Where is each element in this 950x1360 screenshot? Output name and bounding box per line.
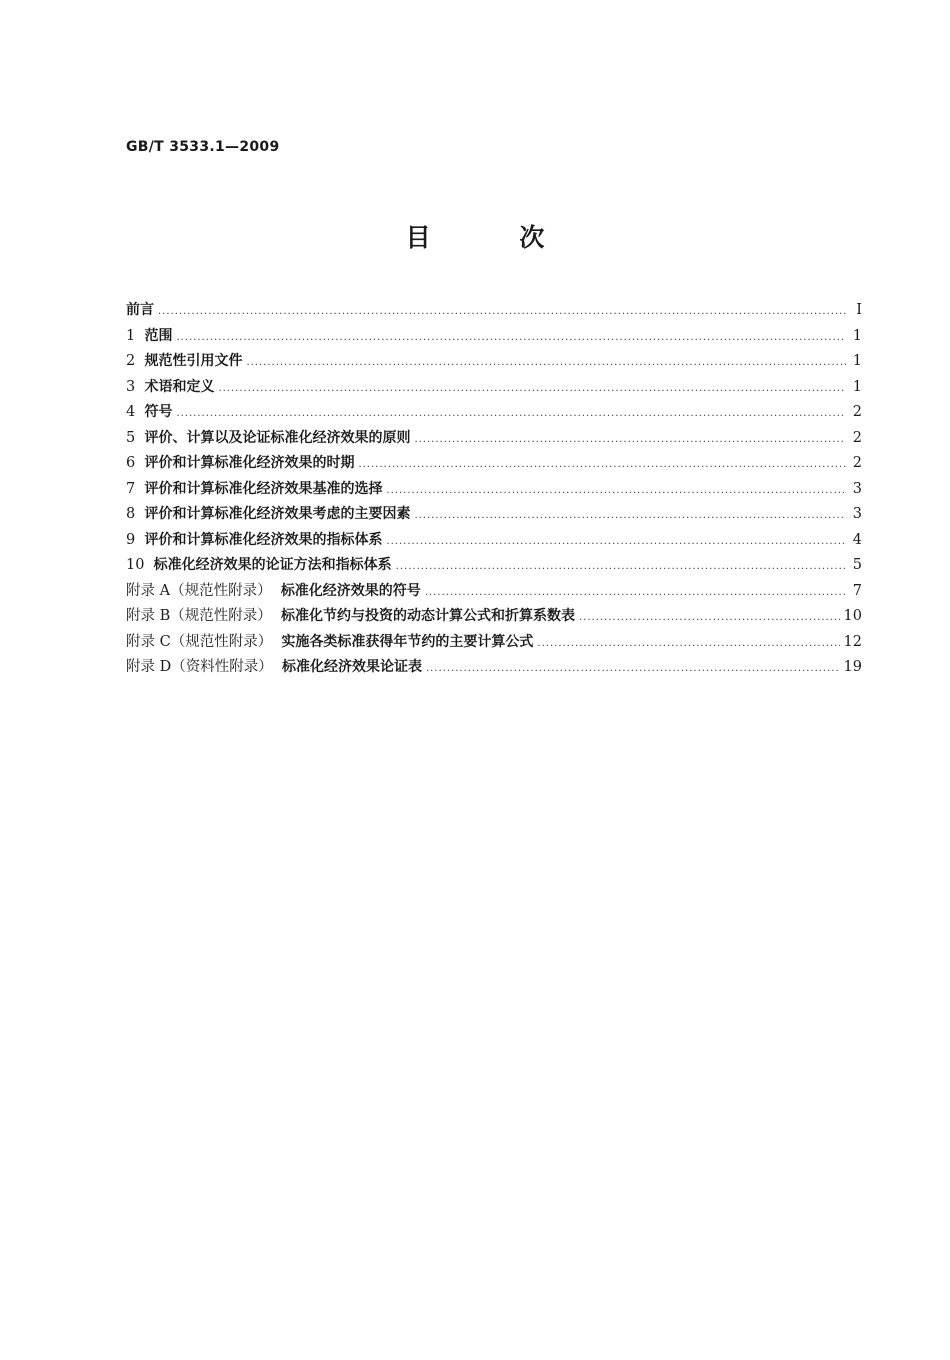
toc-entry[interactable] (126, 553, 862, 579)
toc-entry-label: 范围 (144, 327, 173, 344)
toc-entry-label: 评价和计算标准化经济效果考虑的主要因素 (144, 506, 411, 522)
toc-entry[interactable] (126, 604, 862, 630)
dot-leader (218, 376, 846, 402)
dot-leader (246, 350, 846, 376)
toc-entry-label: 评价和计算标准化经济效果的指标体系 (144, 531, 383, 548)
toc-entry-page: 12 (843, 633, 862, 650)
dot-leader (176, 325, 846, 351)
toc-entry[interactable] (126, 655, 862, 681)
toc-entry-number: 5 (126, 429, 145, 446)
toc-entry-page: 5 (852, 557, 862, 573)
toc-entry-label: 实施各类标准获得年节约的主要计算公式 (281, 633, 534, 650)
toc-entry[interactable] (126, 375, 862, 401)
toc-entry[interactable] (126, 630, 862, 656)
toc-entry-number: 7 (126, 480, 145, 497)
toc-entry-page: 2 (852, 455, 862, 471)
dot-leader (176, 401, 846, 427)
toc-entry[interactable] (126, 579, 862, 605)
toc-entry[interactable] (126, 324, 862, 350)
toc-entry-number: 附录 C（规范性附录） (126, 633, 282, 650)
toc-entry-number: 附录 B（规范性附录） (126, 608, 281, 624)
toc-entry-page: 3 (852, 480, 862, 497)
toc-entry-number: 2 (126, 353, 145, 369)
toc-entry-label: 符号 (144, 404, 173, 420)
table-of-contents (126, 298, 862, 681)
toc-entry-page: 1 (852, 327, 862, 344)
toc-entry-page: 7 (852, 582, 862, 599)
toc-entry-number: 9 (126, 531, 145, 548)
toc-entry-number: 10 (126, 557, 154, 573)
toc-entry-page: 1 (852, 378, 862, 395)
toc-entry-page: 10 (843, 608, 862, 624)
toc-entry-number: 4 (126, 404, 145, 420)
toc-entry-label: 标准化经济效果论证表 (281, 659, 422, 675)
toc-entry-page: 2 (852, 404, 862, 420)
standard-code: GB/T 3533.1—2009 (126, 139, 280, 155)
dot-leader (396, 554, 846, 580)
toc-entry-page: 4 (852, 531, 862, 548)
toc-entry-label: 规范性引用文件 (144, 353, 243, 369)
toc-entry-number: 附录 D（资料性附录） (126, 659, 282, 675)
toc-entry-number: 附录 A（规范性附录） (126, 582, 281, 599)
toc-entry[interactable] (126, 298, 862, 324)
toc-entry[interactable] (126, 349, 862, 375)
toc-entry[interactable] (126, 451, 862, 477)
toc-entry[interactable] (126, 528, 862, 554)
toc-entry-page: Ⅰ (856, 302, 862, 318)
dot-leader (426, 656, 840, 682)
toc-entry-label: 标准化经济效果的符号 (280, 582, 421, 599)
toc-entry[interactable] (126, 426, 862, 452)
toc-entry-page: 1 (852, 353, 862, 369)
toc-entry[interactable] (126, 400, 862, 426)
toc-title: 目 次 (405, 223, 585, 252)
toc-entry-label: 标准化经济效果的论证方法和指标体系 (153, 557, 392, 573)
dot-leader (386, 478, 846, 504)
dot-leader (537, 631, 839, 657)
dot-leader (414, 503, 846, 529)
toc-entry-number: 1 (126, 327, 145, 344)
dot-leader (386, 529, 846, 555)
toc-entry-page: 2 (852, 429, 862, 446)
toc-entry[interactable] (126, 502, 862, 528)
toc-entry-label: 评价和计算标准化经济效果的时期 (144, 455, 355, 471)
dot-leader (579, 605, 840, 631)
toc-entry-label: 评价、计算以及论证标准化经济效果的原则 (144, 429, 411, 446)
toc-entry-label: 评价和计算标准化经济效果基准的选择 (144, 480, 383, 497)
toc-entry[interactable] (126, 477, 862, 503)
dot-leader (414, 427, 846, 453)
dot-leader (358, 452, 846, 478)
toc-entry-number: 8 (126, 506, 145, 522)
toc-entry-label: 前言 (126, 302, 154, 318)
toc-entry-page: 3 (852, 506, 862, 522)
dot-leader (158, 299, 846, 325)
toc-entry-number: 3 (126, 378, 145, 395)
dot-leader (425, 580, 846, 606)
toc-entry-label: 术语和定义 (144, 378, 215, 395)
toc-entry-page: 19 (843, 659, 862, 675)
toc-entry-number: 6 (126, 455, 145, 471)
toc-entry-label: 标准化节约与投资的动态计算公式和折算系数表 (280, 608, 575, 624)
